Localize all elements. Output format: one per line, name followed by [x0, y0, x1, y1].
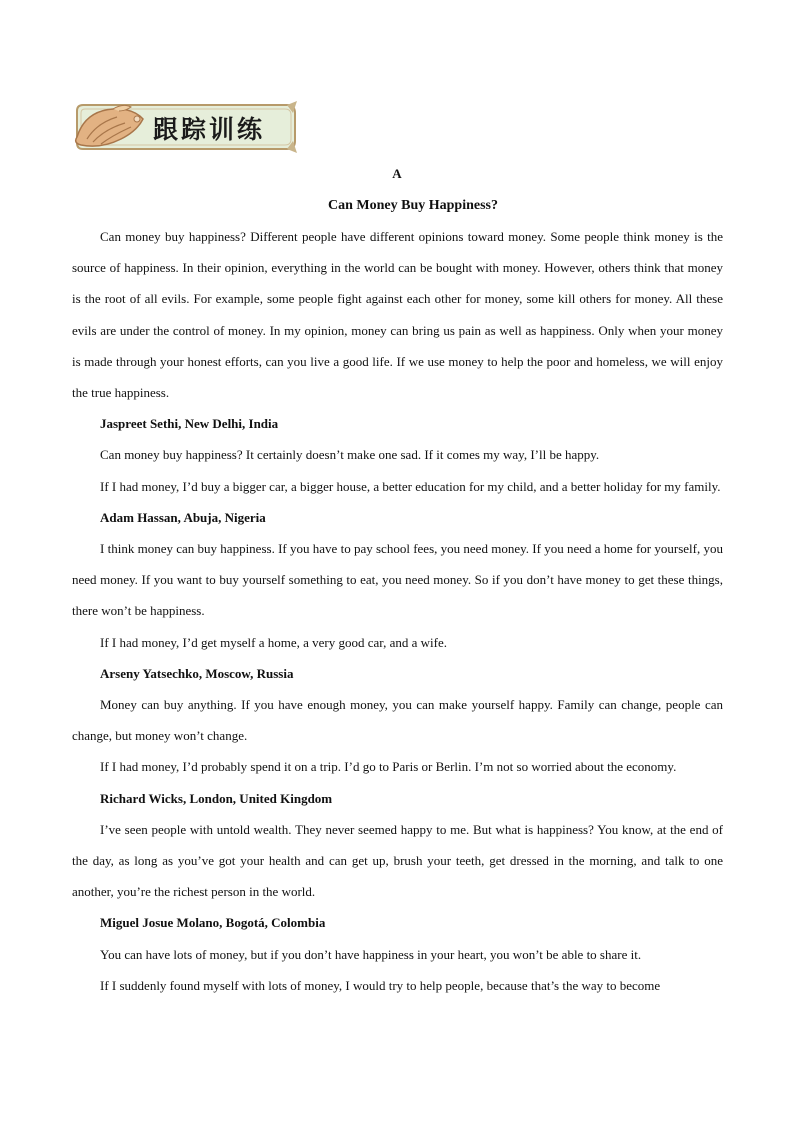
section-letter: A [392, 166, 402, 181]
paragraph: If I had money, I’d probably spend it on a trip. I’d go to Paris or Berlin. I’m not so worried about the economy. [100, 759, 677, 775]
paragraph: You can have lots of money, but if you don’t have happiness in your heart, you won’t be able to share it. [100, 946, 642, 962]
paragraph: If I suddenly found myself with lots of money, I would try to help people, because that’s the way to become [100, 977, 661, 993]
author-name: Richard Wicks, London, United Kingdom [100, 790, 333, 806]
paragraph: Money can buy anything. If you have enough money, you can make yourself happy. Family can change, people can change, but money won’t change. [72, 697, 723, 744]
author-name: Arseny Yatsechko, Moscow, Russia [100, 665, 294, 681]
article-body [72, 221, 723, 1001]
paragraph: Can money buy happiness? It certainly doesn’t make one sad. If it comes my way, I’ll be happy. [100, 447, 600, 463]
author-name: Miguel Josue Molano, Bogotá, Colombia [100, 915, 326, 931]
paragraph: If I had money, I’d buy a bigger car, a bigger house, a better education for my child, and a better holiday for my family. [100, 478, 721, 494]
paragraph: If I had money, I’d get myself a home, a very good car, and a wife. [100, 634, 447, 650]
paragraph: I think money can buy happiness. If you have to pay school fees, you need money. If you need a home for yourself, you need money. If you want to buy yourself something to eat, you need money. So if you don’t have money to get these things, there won’t be happiness. [72, 541, 723, 619]
article-title: Can Money Buy Happiness? [328, 198, 498, 213]
seashell-icon [67, 99, 157, 155]
author-name: Jaspreet Sethi, New Delhi, India [100, 416, 279, 432]
paragraph: Can money buy happiness? Different people have different opinions toward money. Some people think money is the source of happiness. In their opinion, everything in the world can be bought with money. However, others think that money is the root of all evils. For example, some people fight against each other for money, some kill others for money. All these evils are under the control of money. In my opinion, money can bring us pain as well as happiness. Only when your money is made through your honest efforts, can you live a good life. If we use money to help the poor and homeless, we will enjoy the true happiness. [72, 229, 723, 401]
banner-title: 跟踪训练 [153, 115, 266, 144]
author-name: Adam Hassan, Abuja, Nigeria [100, 509, 266, 525]
paragraph: I’ve seen people with untold wealth. They never seemed happy to me. But what is happiness? You know, at the end of the day, as long as you’ve got your health and can get up, brush your teeth, get dressed in the morning, and talk to one another, you’re the richest person in the world. [72, 821, 723, 900]
section-banner [73, 99, 299, 155]
